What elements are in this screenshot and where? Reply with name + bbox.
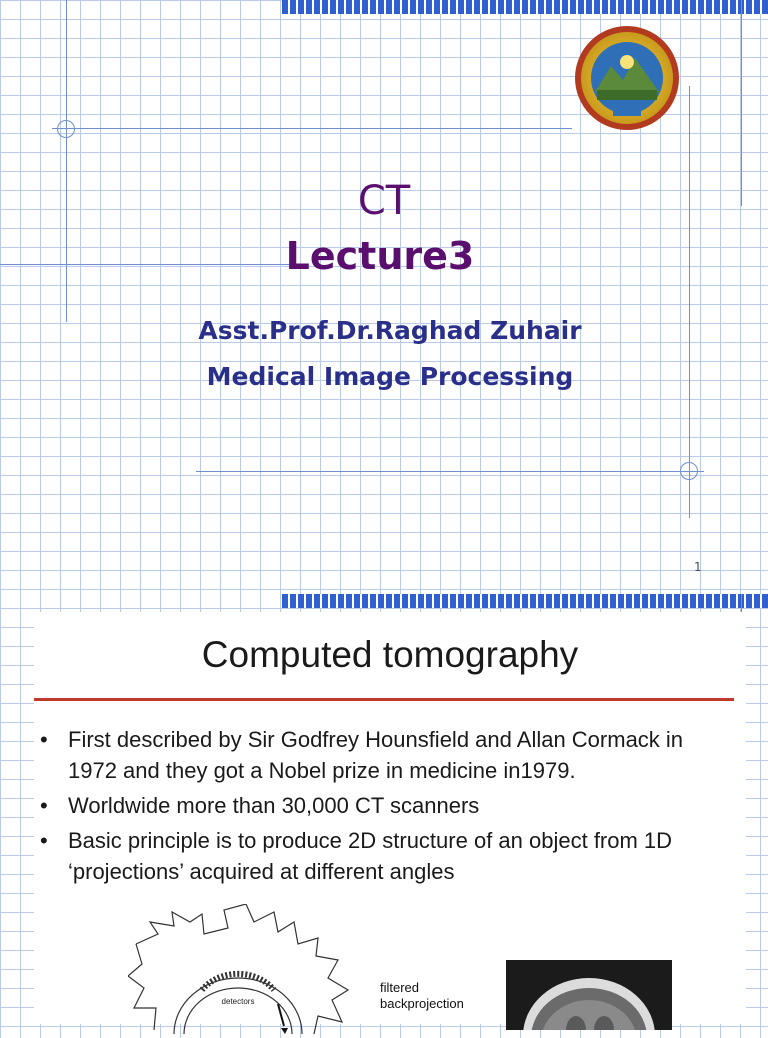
decor-line [52,128,572,129]
university-seal-logo [573,22,681,134]
bullet-list [38,724,738,891]
author-name: Asst.Prof.Dr.Raghad Zuhair [198,316,582,345]
filtered-backprojection-label [380,980,500,1012]
slide-title-lecture: Lecture3 [285,234,475,278]
ct-scanner-diagram [128,904,508,1034]
ct-brain-scan-image [506,960,672,1030]
decor-line [741,0,742,206]
course-name: Medical Image Processing [206,362,574,391]
decor-circle [57,120,75,138]
decor-line [196,471,704,472]
bullet-item: • Worldwide more than 30,000 CT scanners [38,790,738,821]
page-number: 1 [694,560,702,574]
decor-circle [680,462,698,480]
slide-divider-bar [282,594,768,608]
slide-title: Computed tomography [201,634,579,675]
bullet-item: • Basic principle is to produce 2D structure of an object from 1D ‘projections’ acquired at different angles [38,825,738,887]
slide-computed-tomography [34,612,746,1024]
filtered-label-line: filtered [380,980,420,995]
top-decorative-bar [282,0,768,14]
bullet-item: • First described by Sir Godfrey Hounsfield and Allan Cormack in 1972 and they got a Nobel prize in medicine in1979. [38,724,738,786]
detectors-label: detectors [221,997,255,1006]
title-underline [34,698,734,701]
decor-line [689,86,690,518]
filtered-label-line: backprojection [380,996,464,1011]
slide-title-ct: CT [357,178,411,224]
